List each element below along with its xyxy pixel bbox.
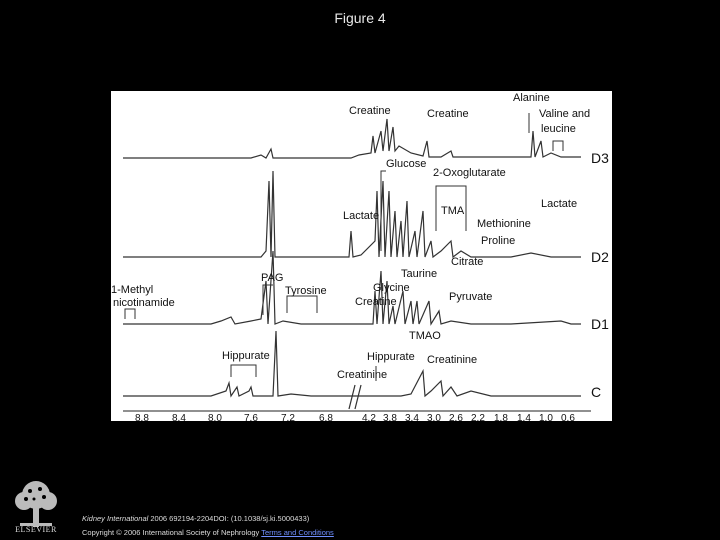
tick-label: 8.0 [208,413,222,421]
label-tma: TMA [441,205,465,217]
tick-label: 8.4 [172,413,186,421]
nmr-spectra-figure [111,91,612,421]
trace-label-d3: D3 [591,150,609,166]
trace-label-d2: D2 [591,249,609,265]
tick-label: 6.8 [319,413,333,421]
tick-label: 7.6 [244,413,258,421]
citation-line [82,512,334,526]
label-creatinine-right: Creatinine [427,354,478,366]
copyright-text: Copyright © 2006 International Society of Nephrology [82,528,260,537]
label-creatinine-left: Creatinine [337,369,388,381]
citation-text: 2006 692194-2204DOI: (10.1038/sj.ki.5000433) [148,514,310,523]
tick-label: 1.0 [539,413,553,421]
tick-label: 8.8 [135,413,149,421]
label-oxoglutarate: 2-Oxoglutarate [433,167,506,179]
label-hippurate-left: Hippurate [222,350,270,362]
tick-label: 2.2 [471,413,485,421]
trace-c [123,331,581,396]
copyright-line [82,526,334,540]
label-lactate-right: Lactate [541,198,578,210]
label-pyruvate: Pyruvate [449,291,493,303]
label-glucose: Glucose [386,158,427,170]
elsevier-logo-text: ELSEVIER [15,525,57,534]
figure-title: Figure 4 [334,10,386,26]
label-methionine: Methionine [477,218,531,230]
journal-name: Kidney International [82,514,149,523]
label-glycine: Glycine [373,282,410,294]
label-proline: Proline [481,235,516,247]
label-tmao: TMAO [409,330,441,342]
label-creatine-top-right: Creatine [427,108,469,120]
trace-d1 [123,251,581,324]
tick-label: 0.6 [561,413,575,421]
label-taurine: Taurine [401,268,438,280]
nmr-spectra-svg [111,91,612,421]
tick-label: 2.6 [449,413,463,421]
tick-label: 1.8 [494,413,508,421]
trace-label-d1: D1 [591,316,609,332]
label-valine: Valine and [539,108,591,120]
label-citrate: Citrate [451,256,484,268]
terms-link[interactable]: Terms and Conditions [261,528,334,537]
label-tyrosine: Tyrosine [285,285,327,297]
tick-label: 4.2 [362,413,376,421]
label-alanine: Alanine [513,92,550,104]
citation-footer [82,512,334,540]
label-pag: PAG [261,272,284,284]
tick-label: 3.0 [427,413,441,421]
label-nicotinamide: nicotinamide [113,297,175,309]
label-creatine-mid: Creatine [355,296,397,308]
trace-d3 [123,119,581,158]
label-methyl: 1-Methyl [111,284,154,296]
label-leucine: leucine [541,123,576,135]
tick-label: 3.4 [405,413,419,421]
tick-label: 7.2 [281,413,295,421]
label-creatine-top-left: Creatine [349,105,391,117]
trace-label-c: C [591,384,602,400]
tick-label: 1.4 [517,413,531,421]
label-hippurate-right: Hippurate [367,351,415,363]
label-lactate-left: Lactate [343,210,380,222]
tick-label: 3.8 [383,413,397,421]
